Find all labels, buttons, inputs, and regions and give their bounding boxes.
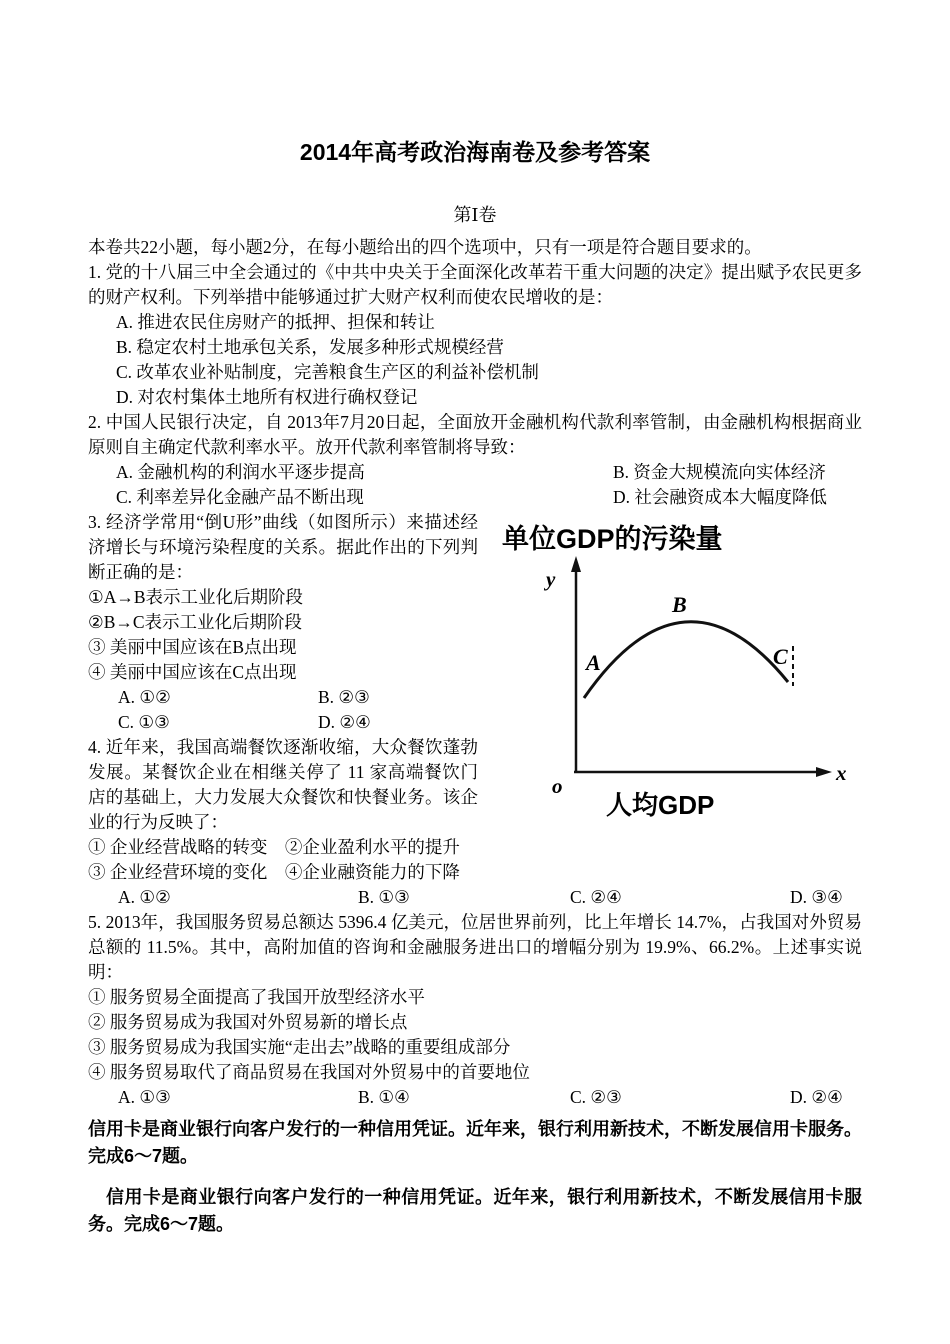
question-3-item-3: ③ 美丽中国应该在B点出现 <box>88 637 297 657</box>
question-4-answer-a: A. ①② <box>118 887 171 907</box>
question-5-item-3: ③ 服务贸易成为我国实施“走出去”战略的重要组成部分 <box>88 1037 511 1057</box>
question-2-option-c: C. 利率差异化金融产品不断出现 <box>116 487 364 507</box>
question-4-items-row-2: ③ 企业经营环境的变化 ④企业融资能力的下降 <box>88 862 460 882</box>
question-3-item-4: ④ 美丽中国应该在C点出现 <box>88 662 297 682</box>
question-5-item-4: ④ 服务贸易取代了商品贸易在我国对外贸易中的首要地位 <box>88 1062 530 1082</box>
section-heading: 第Ⅰ卷 <box>453 205 497 225</box>
question-1 <box>88 260 862 410</box>
question-1-option-b: B. 稳定农村土地承包关系，发展多种形式规模经营 <box>116 337 504 357</box>
question-5-answers-row <box>88 1085 862 1110</box>
question-3-stem: 3. 经济学常用“倒U形”曲线（如图所示）来描述经济增长与环境污染程度的关系。据此作出的下列判断正确的是： <box>88 512 478 582</box>
question-2-option-d: D. 社会融资成本大幅度降低 <box>613 487 827 507</box>
question-3-item-2: ②B→C表示工业化后期阶段 <box>88 612 303 632</box>
origin-label: o <box>552 774 563 798</box>
question-2-option-b: B. 资金大规模流向实体经济 <box>613 462 826 482</box>
point-b-label: B <box>672 592 687 617</box>
question-3-answer-b: B. ②③ <box>318 687 370 707</box>
question-4-items-row-1: ① 企业经营战略的转变 ②企业盈利水平的提升 <box>88 837 460 857</box>
question-1-option-c: C. 改革农业补贴制度，完善粮食生产区的利益补偿机制 <box>116 362 539 382</box>
question-2 <box>88 410 862 510</box>
question-5-answer-c: C. ②③ <box>570 1087 622 1107</box>
question-1-option-d: D. 对农村集体土地所有权进行确权登记 <box>116 387 418 407</box>
question-1-stem: 1. 党的十八届三中全会通过的《中共中央关于全面深化改革若干重大问题的决定》提出赋予农民更多的财产权利。下列举措中能够通过扩大财产权利而使农民增收的是： <box>88 262 862 307</box>
inverted-u-chart-svg <box>488 510 862 822</box>
question-2-options-row-1 <box>88 460 862 485</box>
question-2-stem: 2. 中国人民银行决定，自 2013年7月20日起，全面放开金融机构代款利率管制，由金融机构根据商业原则自主确定代款利率水平。放开代款利率管制将导致： <box>88 412 862 457</box>
y-axis-arrow-icon <box>571 556 581 572</box>
y-axis-label: y <box>546 567 556 591</box>
point-c-label: C <box>773 644 788 669</box>
question-3-item-1: ①A→B表示工业化后期阶段 <box>88 587 303 607</box>
question-5-item-2: ② 服务贸易成为我国对外贸易新的增长点 <box>88 1012 408 1032</box>
question-4-answer-d: D. ③④ <box>790 887 843 907</box>
question-5-item-1: ① 服务贸易全面提高了我国开放型经济水平 <box>88 987 425 1007</box>
question-5-answer-a: A. ①③ <box>118 1087 171 1107</box>
question-5-stem: 5. 2013年，我国服务贸易总额达 5396.4 亿美元，位居世界前列，比上年增长 14.7%，占我国对外贸易总额的 11.5%。其中，高附加值的咨询和金融服务进出口的增幅分别为 19.9%、66.2%。上述事实说明： <box>88 912 862 982</box>
question-5 <box>88 910 862 1110</box>
point-a-label: A <box>586 650 601 675</box>
question-4-answer-c: C. ②④ <box>570 887 622 907</box>
inverted-u-figure <box>488 510 862 822</box>
figure-title: 单位GDP的污染量 <box>502 524 723 554</box>
question-1-option-a: A. 推进农民住房财产的抵押、担保和转让 <box>116 312 435 332</box>
question-5-answer-d: D. ②④ <box>790 1087 843 1107</box>
x-axis-arrow-icon <box>816 767 832 777</box>
question-2-options-row-2 <box>88 485 862 510</box>
x-axis-caption: 人均GDP <box>606 790 715 820</box>
intro-paragraph: 本卷共22小题，每小题2分，在每小题给出的四个选项中，只有一项是符合题目要求的。 <box>88 237 762 257</box>
question-3-answer-a: A. ①② <box>118 687 171 707</box>
question-4-answers-row <box>88 885 862 910</box>
question-3-answer-c: C. ①③ <box>118 712 170 732</box>
inverted-u-curve <box>584 622 788 698</box>
credit-card-note-1: 信用卡是商业银行向客户发行的一种信用凭证。近年来，银行利用新技术，不断发展信用卡服务。完成6～7题。 <box>88 1119 862 1166</box>
question-3-answers-row-1 <box>88 685 478 710</box>
question-3-answer-d: D. ②④ <box>318 712 371 732</box>
question-4-answer-b: B. ①③ <box>358 887 410 907</box>
questions-3-4-block <box>88 510 862 910</box>
x-axis-label: x <box>836 761 847 785</box>
doc-title: 2014年高考政治海南卷及参考答案 <box>299 139 651 165</box>
question-2-option-a: A. 金融机构的利润水平逐步提高 <box>116 462 365 482</box>
question-4-stem: 4. 近年来，我国高端餐饮逐渐收缩，大众餐饮蓬勃发展。某餐饮企业在相继关停了 11 家高端餐饮门店的基础上，大力发展大众餐饮和快餐业务。该企业的行为反映了： <box>88 737 478 832</box>
question-5-answer-b: B. ①④ <box>358 1087 410 1107</box>
question-3-answers-row-2 <box>88 710 478 735</box>
credit-card-note-2: 信用卡是商业银行向客户发行的一种信用凭证。近年来，银行利用新技术，不断发展信用卡服务。完成6～7题。 <box>88 1187 862 1234</box>
